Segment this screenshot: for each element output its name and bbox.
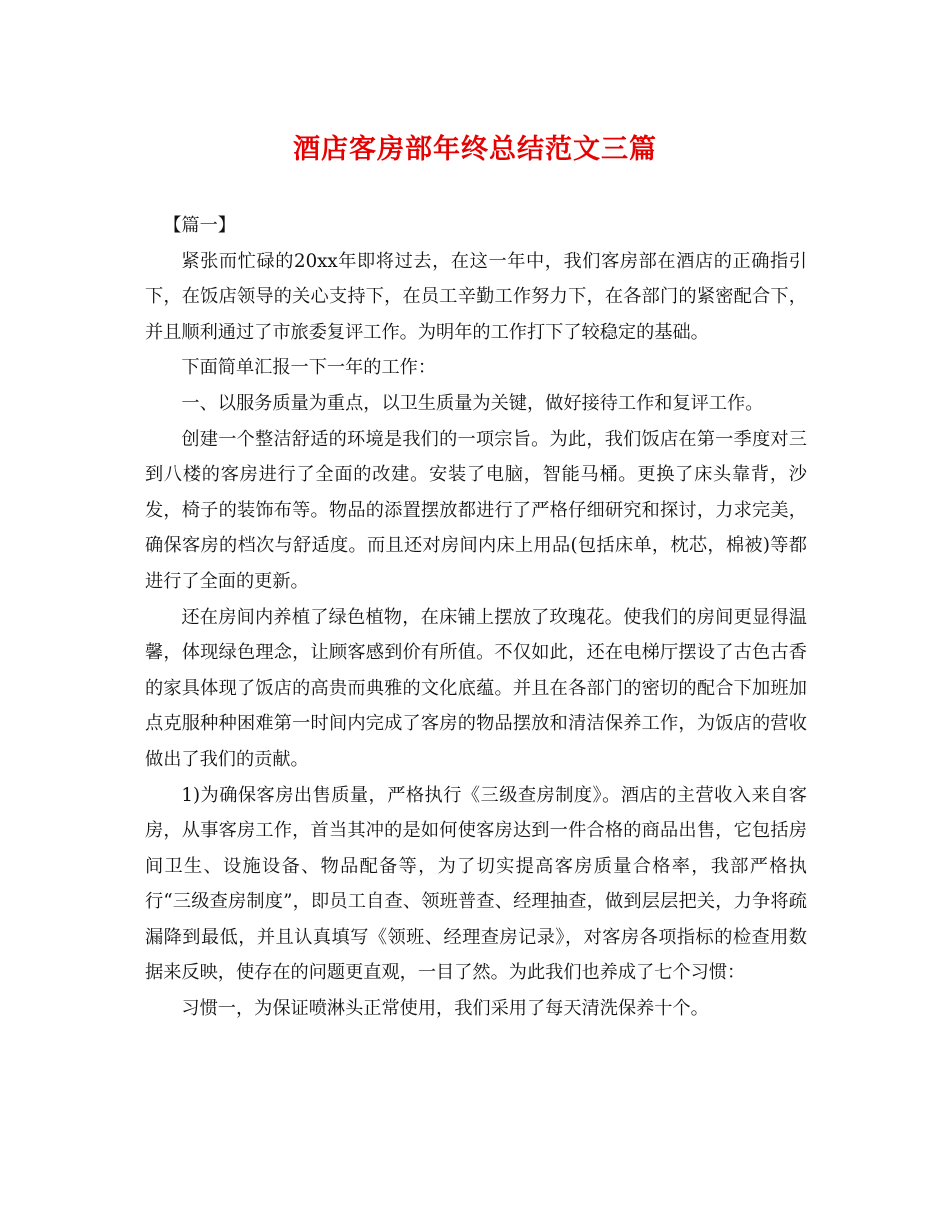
paragraph-inspection: 1)为确保客房出售质量，严格执行《三级查房制度》。酒店的主营收入来自客房，从事客房工作，首当其冲的是如何使客房达到一件合格的商品出售，它包括房间卫生、设施设备、物品配备等，为了切实提高客房质量合格率，我部严格执行“三级查房制度”，即员工自查、领班普查、经理抽查，做到层层把关，力争将疏漏降到最低，并且认真填写《领班、经理查房记录》，对客房各项指标的检查用数据来反映，使存在的问题更直观，一目了然。为此我们也养成了七个习惯：: [145, 784, 807, 984]
document-title: 酒店客房部年终总结范文三篇: [293, 134, 657, 165]
paragraph-environment: 创建一个整洁舒适的环境是我们的一项宗旨。为此，我们饭店在第一季度对三到八楼的客房进行了全面的改建。安装了电脑，智能马桶。更换了床头靠背，沙发，椅子的装饰布等。物品的添置摆放都进行了严格仔细研究和探讨，力求完美，确保客房的档次与舒适度。而且还对房间内床上用品(包括床单，枕芯，棉被)等都进行了全面的更新。: [145, 428, 807, 592]
paragraph-habit-one: 习惯一，为保证喷淋头正常使用，我们采用了每天清洗保养十个。: [181, 998, 709, 1020]
paragraph-summary-lead: 下面简单汇报一下一年的工作：: [181, 357, 437, 379]
document-body: [145, 208, 807, 1027]
paragraph-point-one: 一、以服务质量为重点，以卫生质量为关键，做好接待工作和复评工作。: [181, 392, 764, 414]
section-heading: 【篇一】: [163, 215, 236, 236]
paragraph-decoration: 还在房间内养植了绿色植物，在床铺上摆放了玫瑰花。使我们的房间更显得温馨，体现绿色理念，让顾客感到价有所值。不仅如此，还在电梯厅摆设了古色古香的家具体现了饭店的高贵而典雅的文化底蕴。并且在各部门的密切的配合下加班加点克服种种困难第一时间内完成了客房的物品摆放和清洁保养工作，为饭店的营收做出了我们的贡献。: [145, 606, 807, 770]
paragraph-intro: 紧张而忙碌的20xx年即将过去，在这一年中，我们客房部在酒店的正确指引下，在饭店领导的关心支持下，在员工辛勤工作努力下，在各部门的紧密配合下，并且顺利通过了市旅委复评工作。为明年的工作打下了较稳定的基础。: [145, 250, 807, 343]
